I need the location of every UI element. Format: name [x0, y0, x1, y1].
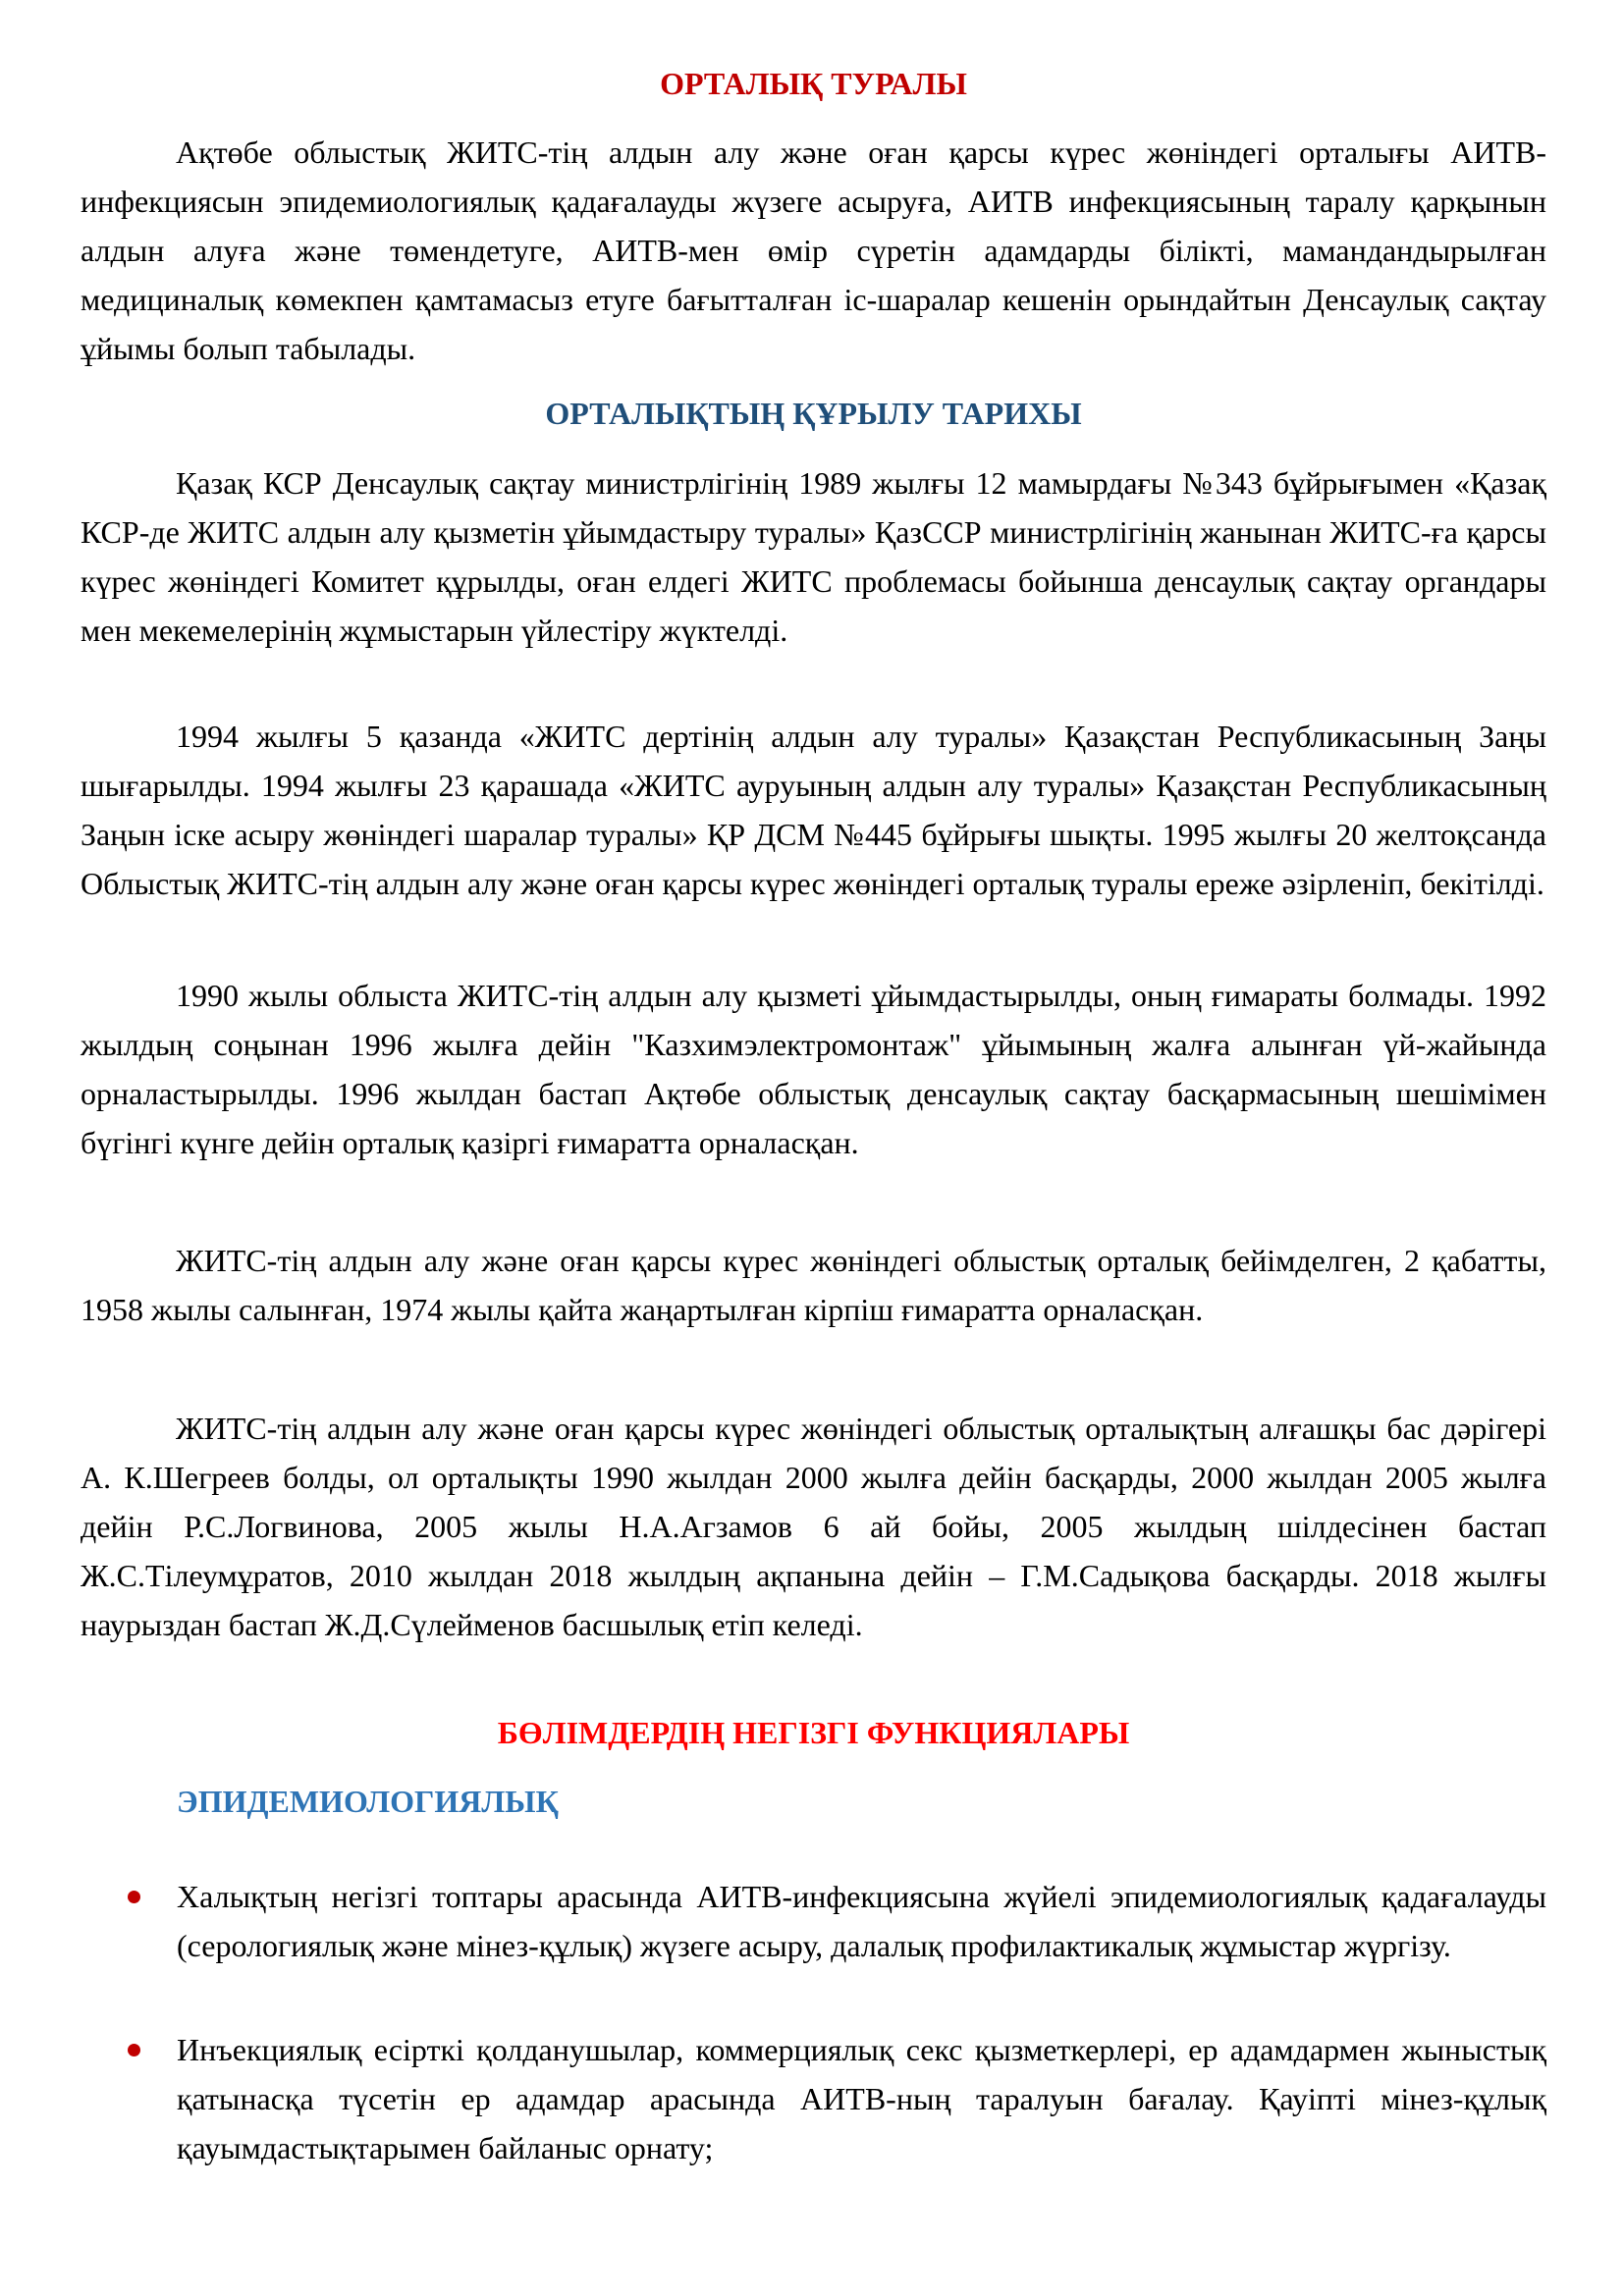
heading-about: ОРТАЛЫҚ ТУРАЛЫ: [660, 66, 967, 101]
subheading-epidemiological: ЭПИДЕМИОЛОГИЯЛЫҚ: [177, 1784, 559, 1819]
list-item-text: Халықтың негізгі топтары арасында АИТВ-инфекциясына жүйелі эпидемиологиялық қадағалауды (серологиялық және мінез-құлық) жүзеге асыру, далалық профилактикалық жұмыстар жүргізу.: [177, 1879, 1546, 1963]
list-item: [81, 1872, 1546, 1970]
list-item-text: Инъекциялық есірткі қолданушылар, коммерциялық секс қызметкерлері, ер адамдармен жыныстық қатынасқа түсетін ер адамдар арасында АИТВ-ның таралуын бағалау. Қауіпті мінез-құлық қауымдастықтарымен байланыс орнату;: [177, 2032, 1546, 2165]
paragraph-about: Ақтөбе облыстық ЖИТС-тің алдын алу және оған қарсы күрес жөніндегі орталығы АИТВ-инфекциясын эпидемиологиялық қадағалауды жүзеге асыруға, АИТВ инфекциясының таралу қарқынын алдын алуға және төмендетуге, АИТВ-мен өмір сүретін адамдарды білікті, мамандандырылған медициналық көмекпен қамтамасыз етуге бағытталған іс-шаралар кешенін орындайтын Денсаулық сақтау ұйымы болып табылады.: [81, 134, 1546, 366]
function-list-continued: [81, 2025, 1546, 2172]
heading-functions: БӨЛІМДЕРДІҢ НЕГІЗГІ ФУНКЦИЯЛАРЫ: [497, 1715, 1130, 1750]
paragraph-history-2: 1994 жылғы 5 қазанда «ЖИТС дертінің алдын алу туралы» Қазақстан Республикасының Заңы шығарылды. 1994 жылғы 23 қарашада «ЖИТС ауруының алдын алу туралы» Қазақстан Республикасының Заңын іске асыру жөніндегі шаралар туралы» ҚР ДСМ №445 бұйрығы шықты. 1995 жылғы 20 желтоқсанда Облыстық ЖИТС-тің алдын алу және оған қарсы күрес жөніндегі орталық туралы ереже әзірленіп, бекітілді.: [81, 719, 1546, 901]
bullet-dot-icon: [128, 2044, 140, 2056]
paragraph-history-4: ЖИТС-тің алдын алу және оған қарсы күрес жөніндегі облыстық орталық бейімделген, 2 қабатты, 1958 жылы салынған, 1974 жылы қайта жаңартылған кірпіш ғимаратта орналасқан.: [81, 1243, 1546, 1327]
paragraph-history-1: Қазақ КСР Денсаулық сақтау министрлігінің 1989 жылғы 12 мамырдағы №343 бұйрығымен «Қазақ КСР-де ЖИТС алдын алу қызметін ұйымдастыру туралы» ҚазССР министрлігінің жанынан ЖИТС-ға қарсы күрес жөніндегі Комитет құрылды, оған елдегі ЖИТС проблемасы бойынша денсаулық сақтау органдары мен мекемелерінің жұмыстарын үйлестіру жүктелді.: [81, 465, 1546, 648]
function-list: [81, 1872, 1546, 1970]
heading-history: ОРТАЛЫҚТЫҢ ҚҰРЫЛУ ТАРИХЫ: [545, 396, 1082, 431]
paragraph-history-5: ЖИТС-тің алдын алу және оған қарсы күрес жөніндегі облыстық орталықтың алғашқы бас дәрігері А. К.Шегреев болды, ол орталықты 1990 жылдан 2000 жылға дейін басқарды, 2000 жылдан 2005 жылға дейін Р.С.Логвинова, 2005 жылы Н.А.Агзамов 6 ай бойы, 2005 жылдың шілдесінен бастап Ж.С.Тілеумұратов, 2010 жылдан 2018 жылдың ақпанына дейін – Г.М.Садықова басқарды. 2018 жылғы наурыздан бастап Ж.Д.Сүлейменов басшылық етіп келеді.: [81, 1411, 1546, 1642]
paragraph-history-3: 1990 жылы облыста ЖИТС-тің алдын алу қызметі ұйымдастырылды, оның ғимараты болмады. 1992 жылдың соңынан 1996 жылға дейін "Казхимэлектромонтаж" ұйымының жалға алынған үй-жайында орналастырылды. 1996 жылдан бастап Ақтөбе облыстық денсаулық сақтау басқармасының шешімімен бүгінгі күнге дейін орталық қазіргі ғимаратта орналасқан.: [81, 978, 1546, 1160]
bullet-dot-icon: [128, 1891, 140, 1903]
list-item: [81, 2025, 1546, 2172]
